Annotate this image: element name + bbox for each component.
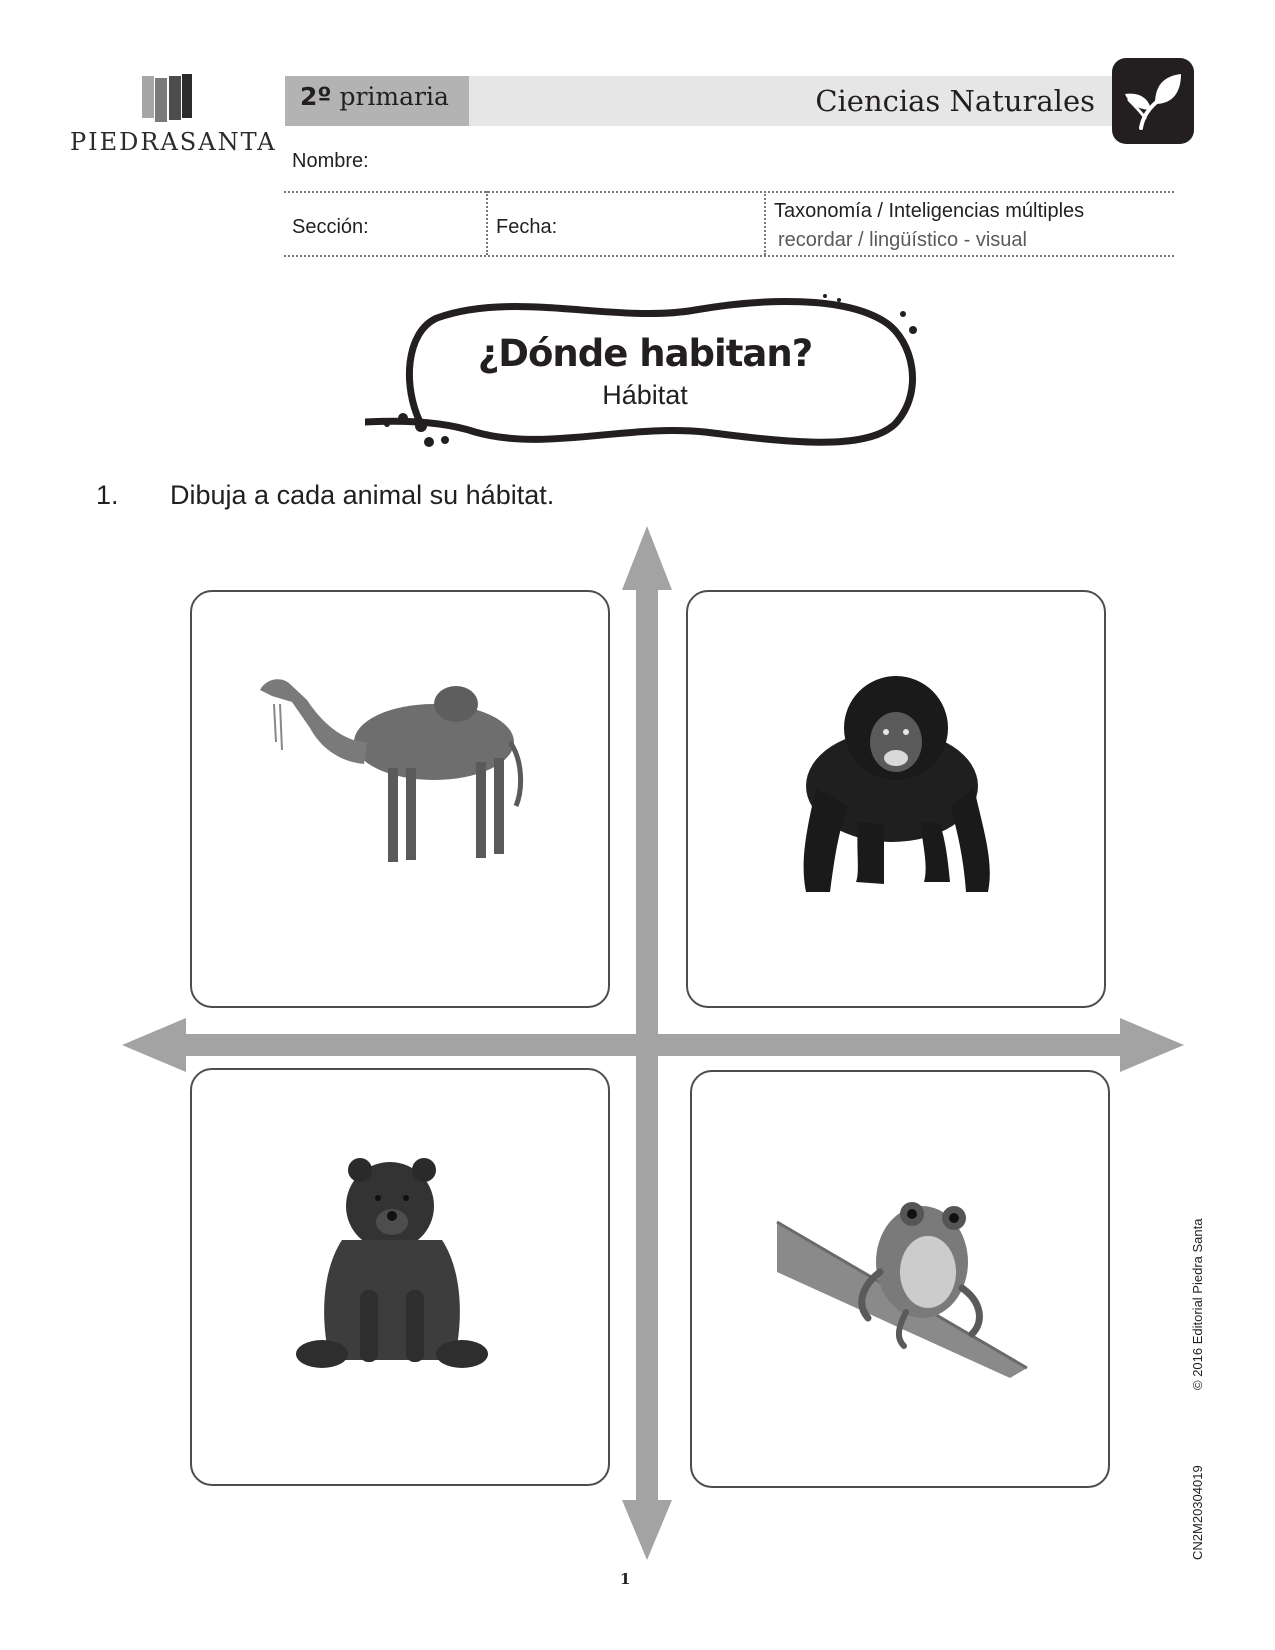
worksheet-title: ¿Dónde habitan?	[477, 332, 813, 375]
frog-illustration	[692, 1072, 1112, 1490]
bear-illustration	[192, 1070, 612, 1488]
card-frog[interactable]	[690, 1070, 1110, 1488]
subject-title: Ciencias Naturales	[815, 84, 1095, 118]
page-number: 1	[620, 1570, 631, 1588]
date-label: Fecha:	[496, 216, 558, 238]
question-text: Dibuja a cada animal su hábitat.	[170, 480, 555, 510]
brand-name: PIEDRASANTA	[70, 128, 277, 156]
section-label: Sección:	[292, 216, 369, 238]
arrow-up-icon	[622, 526, 672, 590]
arrow-right-icon	[1120, 1018, 1184, 1072]
grade-number: 2º	[300, 82, 332, 111]
copyright-note	[1190, 1218, 1210, 1410]
product-code	[1190, 1465, 1210, 1580]
taxonomy-values: recordar / lingüístico - visual	[778, 229, 1027, 251]
horizontal-arrow-shaft	[180, 1034, 1130, 1056]
copyright-text: © 2016 Editorial Piedra Santa	[1190, 1218, 1205, 1390]
question-number: 1.	[96, 480, 119, 510]
card-chimpanzee[interactable]	[686, 590, 1106, 1008]
taxonomy-title: Taxonomía / Inteligencias múltiples	[774, 200, 1085, 222]
grade-level: primaria	[339, 82, 449, 111]
arrow-left-icon	[122, 1018, 186, 1072]
product-code-text: CN2M20304019	[1190, 1465, 1205, 1560]
arrow-down-icon	[622, 1500, 672, 1560]
name-label: Nombre:	[292, 150, 369, 172]
worksheet-subtitle: Hábitat	[602, 380, 688, 410]
camel-illustration	[192, 592, 612, 1010]
card-bear[interactable]	[190, 1068, 610, 1486]
chimpanzee-illustration	[688, 592, 1108, 1010]
card-camel[interactable]	[190, 590, 610, 1008]
